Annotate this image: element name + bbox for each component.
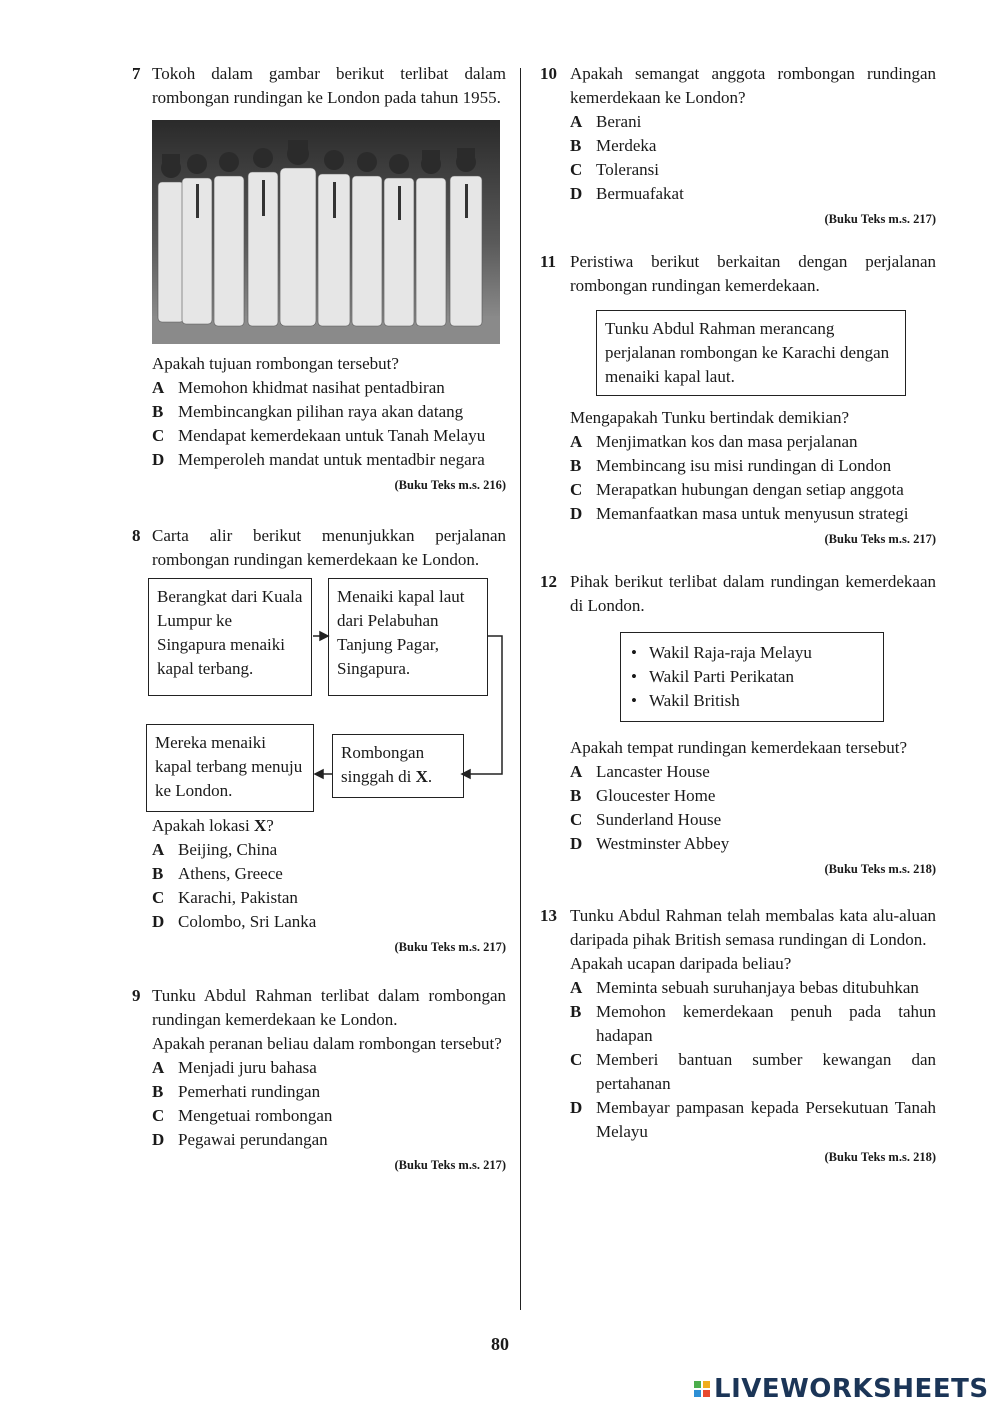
page-number: 80: [491, 1334, 509, 1354]
option-d[interactable]: D Pegawai perundangan: [152, 1130, 328, 1149]
question-8: [132, 524, 506, 956]
option-d[interactable]: D Memanfaatkan masa untuk menyusun strategi: [570, 504, 909, 523]
logo-square: [703, 1390, 710, 1397]
question-number: 10: [540, 64, 557, 83]
question-text: Pihak berikut terlibat dalam rundingan kemerdekaan di London.: [570, 572, 936, 615]
list-item: • Wakil British: [631, 689, 873, 713]
flow-step-3: Rombongan singgah di X.: [332, 734, 464, 798]
delegation-photo: [152, 120, 500, 344]
option-b[interactable]: B Pemerhati rundingan: [152, 1082, 321, 1101]
option-b[interactable]: B Merdeka: [570, 136, 657, 155]
liveworksheets-icon: [694, 1381, 710, 1397]
textbook-reference: (Buku Teks m.s. 217): [824, 212, 936, 226]
question-text: Tunku Abdul Rahman terlibat dalam rombongan rundingan kemerdekaan ke London.: [152, 986, 506, 1029]
textbook-reference: (Buku Teks m.s. 217): [394, 940, 506, 954]
question-9: [132, 984, 506, 1174]
option-d[interactable]: D Memperoleh mandat untuk mentadbir negara: [152, 450, 485, 469]
option-d[interactable]: D Westminster Abbey: [570, 834, 730, 853]
option-d[interactable]: D Membayar pampasan kepada Persekutuan Tanah Melayu: [570, 1098, 936, 1141]
question-12: [540, 570, 936, 878]
event-box: Tunku Abdul Rahman merancang perjalanan rombongan ke Karachi dengan menaiki kapal laut.: [596, 310, 906, 396]
option-a[interactable]: A Beijing, China: [152, 840, 278, 859]
option-a[interactable]: A Lancaster House: [570, 762, 710, 781]
question-stem: Apakah ucapan daripada beliau?: [570, 954, 792, 973]
brand-name: LIVEWORKSHEETS: [714, 1374, 989, 1404]
option-c[interactable]: C Toleransi: [570, 160, 660, 179]
option-c[interactable]: C Merapatkan hubungan dengan setiap anggota: [570, 480, 904, 499]
logo-square: [703, 1381, 710, 1388]
question-11: [540, 250, 936, 548]
textbook-reference: (Buku Teks m.s. 216): [394, 478, 506, 492]
option-d[interactable]: D Colombo, Sri Lanka: [152, 912, 317, 931]
textbook-reference: (Buku Teks m.s. 218): [824, 862, 936, 876]
option-d[interactable]: D Bermuafakat: [570, 184, 684, 203]
option-c[interactable]: C Mengetuai rombongan: [152, 1106, 333, 1125]
left-column: [132, 62, 506, 1174]
question-text: Apakah semangat anggota rombongan rundingan kemerdekaan ke London?: [570, 64, 936, 107]
question-text: Tunku Abdul Rahman telah membalas kata alu-aluan daripada pihak British semasa rundingan di London.: [570, 906, 936, 949]
flow-step-1: Berangkat dari Kuala Lumpur ke Singapura menaiki kapal terbang.: [148, 578, 312, 696]
option-c[interactable]: C Mendapat kemerdekaan untuk Tanah Melayu: [152, 426, 486, 445]
option-a[interactable]: A Berani: [570, 112, 642, 131]
question-number: 12: [540, 572, 557, 591]
flow-step-4: Mereka menaiki kapal terbang menuju ke London.: [146, 724, 314, 812]
delegation-photo-image: [152, 120, 500, 344]
textbook-reference: (Buku Teks m.s. 217): [824, 532, 936, 546]
parties-list: [631, 641, 873, 713]
right-column: [540, 62, 936, 1166]
column-divider: [520, 68, 521, 1310]
question-13: [540, 904, 936, 1166]
liveworksheets-logo[interactable]: [694, 1374, 989, 1404]
question-10: [540, 62, 936, 228]
question-number: 9: [132, 986, 141, 1005]
list-item: • Wakil Raja-raja Melayu: [631, 641, 873, 665]
logo-square: [694, 1390, 701, 1397]
option-b[interactable]: B Membincang isu misi rundingan di London: [570, 456, 892, 475]
question-stem: Apakah tujuan rombongan tersebut?: [152, 354, 399, 373]
textbook-reference: (Buku Teks m.s. 217): [394, 1158, 506, 1172]
flow-step-2: Menaiki kapal laut dari Pelabuhan Tanjung Pagar, Singapura.: [328, 578, 488, 696]
option-b[interactable]: B Athens, Greece: [152, 864, 283, 883]
question-text: Tokoh dalam gambar berikut terlibat dalam rombongan rundingan ke London pada tahun 1955.: [152, 64, 506, 107]
question-text: Carta alir berikut menunjukkan perjalanan rombongan rundingan kemerdekaan ke London.: [152, 526, 506, 569]
option-a[interactable]: A Menjimatkan kos dan masa perjalanan: [570, 432, 858, 451]
option-a[interactable]: A Memohon khidmat nasihat pentadbiran: [152, 378, 445, 397]
option-b[interactable]: B Gloucester Home: [570, 786, 716, 805]
question-stem: Mengapakah Tunku bertindak demikian?: [570, 408, 850, 427]
question-7: [132, 62, 506, 494]
logo-square: [694, 1381, 701, 1388]
option-c[interactable]: C Karachi, Pakistan: [152, 888, 298, 907]
question-number: 13: [540, 906, 557, 925]
question-text: Peristiwa berikut berkaitan dengan perjalanan rombongan rundingan kemerdekaan.: [570, 252, 936, 295]
question-number: 11: [540, 252, 557, 271]
option-b[interactable]: B Memohon kemerdekaan penuh pada tahun hadapan: [570, 1002, 936, 1045]
option-c[interactable]: C Memberi bantuan sumber kewangan dan pertahanan: [570, 1050, 936, 1093]
option-c[interactable]: C Sunderland House: [570, 810, 722, 829]
option-a[interactable]: A Meminta sebuah suruhanjaya bebas ditubuhkan: [570, 978, 919, 997]
list-item: • Wakil Parti Perikatan: [631, 665, 873, 689]
textbook-reference: (Buku Teks m.s. 218): [824, 1150, 936, 1164]
question-number: 7: [132, 64, 141, 83]
question-stem: Apakah lokasi X?: [152, 816, 274, 835]
flow-chart: [152, 578, 506, 814]
question-stem: Apakah tempat rundingan kemerdekaan tersebut?: [570, 738, 908, 757]
question-stem: Apakah peranan beliau dalam rombongan tersebut?: [152, 1034, 502, 1053]
option-a[interactable]: A Menjadi juru bahasa: [152, 1058, 317, 1077]
question-number: 8: [132, 526, 141, 545]
option-b[interactable]: B Membincangkan pilihan raya akan datang: [152, 402, 464, 421]
parties-box: [620, 632, 884, 722]
